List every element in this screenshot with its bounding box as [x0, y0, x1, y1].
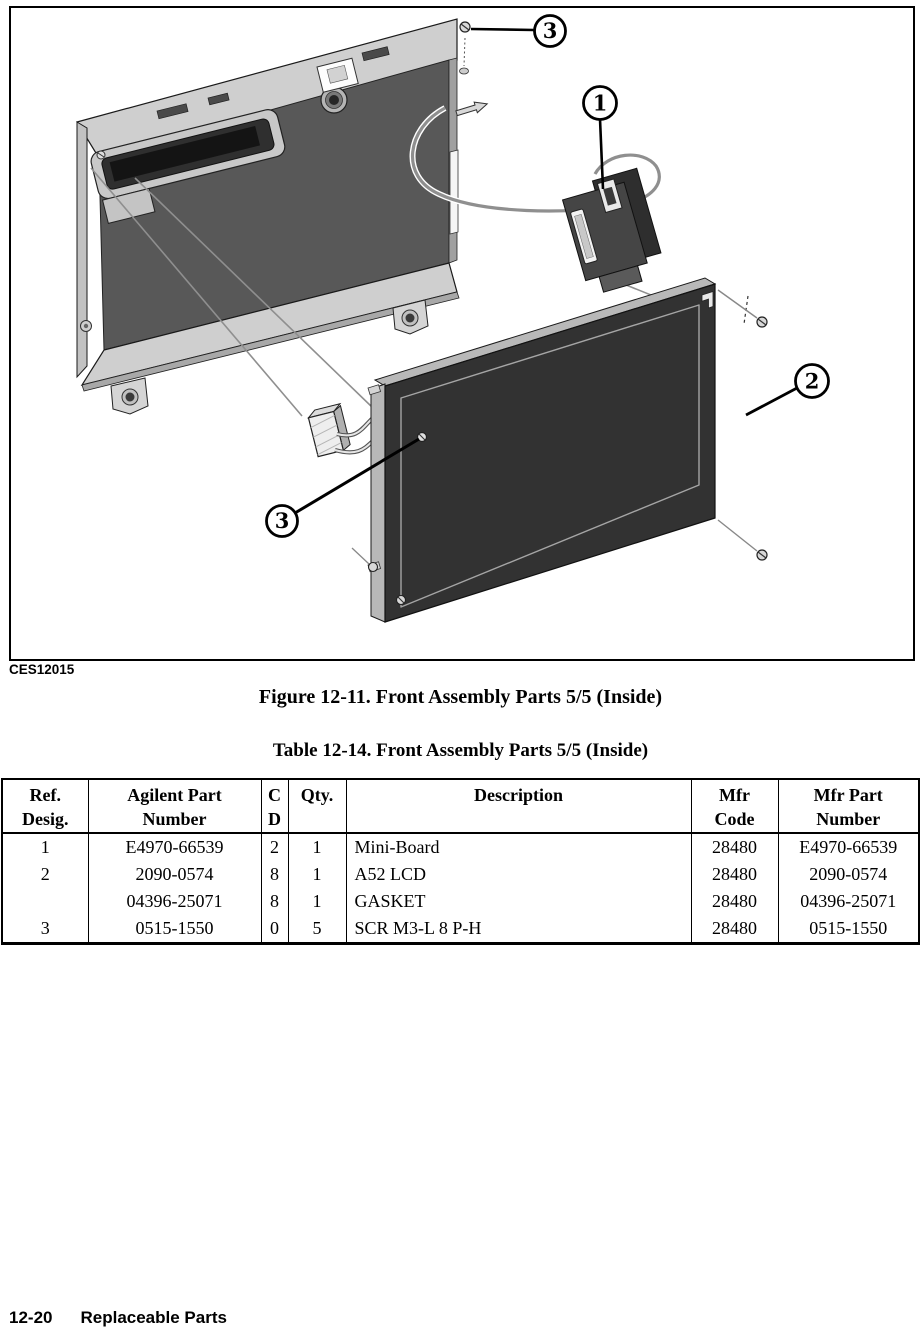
cell-part: 2090-0574: [88, 861, 261, 888]
cell-mfr-code: 28480: [691, 833, 778, 861]
table-row: [2, 915, 919, 944]
cell-ref: 3: [40, 918, 50, 938]
cell-qty: 1: [288, 861, 346, 888]
table-row: [2, 833, 919, 861]
screw-lcd-bottom-left-b: [397, 596, 406, 605]
mounting-foot-left: [111, 378, 148, 414]
side-pin: [81, 321, 92, 332]
screw-lcd-top-right: [718, 290, 767, 327]
figure-caption: Figure 12-11. Front Assembly Parts 5/5 (Inside): [258, 686, 663, 708]
col-cd: C D: [261, 779, 288, 833]
screw-lcd-bottom-right: [718, 520, 767, 560]
col-agilent-part-number: Agilent Part Number: [88, 779, 261, 833]
figure-12-11-box: [9, 6, 915, 661]
connector-block: [307, 404, 351, 457]
cell-part: 0515-1550: [88, 915, 261, 944]
col-mfr-part-number: Mfr Part Number: [778, 779, 919, 833]
cell-description: A52 LCD: [346, 861, 691, 888]
cell-cd: 2: [261, 833, 288, 861]
col-description: Description: [346, 779, 691, 833]
cell-mfr-part: 2090-0574: [778, 861, 919, 888]
cell-mfr-code: 28480: [691, 888, 778, 915]
callout-3-top: [535, 16, 566, 47]
cell-qty: 1: [288, 888, 346, 915]
parts-table: [1, 778, 920, 945]
cell-cd: 0: [261, 915, 288, 944]
cell-qty: 1: [288, 833, 346, 861]
table-row: [2, 888, 919, 915]
svg-text:3: 3: [274, 508, 290, 533]
cell-part: 04396-25071: [88, 888, 261, 915]
callout-2: [796, 365, 829, 398]
svg-text:3: 3: [542, 18, 558, 43]
cell-mfr-part: 0515-1550: [778, 915, 919, 944]
cell-description: GASKET: [346, 888, 691, 915]
callout-3-bottom: [267, 506, 298, 537]
cell-cd: 8: [261, 888, 288, 915]
lcd-panel: [368, 278, 748, 622]
cell-ref: [2, 888, 88, 915]
cell-description: SCR M3-L 8 P-H: [346, 915, 691, 944]
table-row: [2, 861, 919, 888]
footer-page-number: 12-20: [9, 1308, 53, 1327]
col-ref-desig: Ref. Desig.: [2, 779, 88, 833]
screw-top-frame: [460, 22, 471, 74]
frame-screw-small: [97, 151, 105, 159]
cell-cd: 8: [261, 861, 288, 888]
cell-mfr-part: E4970-66539: [778, 833, 919, 861]
callout-1: [584, 87, 617, 120]
figure-image-label: CES12015: [9, 662, 75, 677]
mini-board: [560, 168, 667, 296]
header-row: [2, 779, 919, 833]
cell-qty: 5: [288, 915, 346, 944]
footer-section-title: Replaceable Parts: [80, 1308, 227, 1327]
front-panel-frame: [77, 19, 459, 414]
cell-mfr-part: 04396-25071: [778, 888, 919, 915]
cell-mfr-code: 28480: [691, 915, 778, 944]
exploded-view-diagram: [11, 8, 913, 659]
direction-arrow: [455, 99, 489, 119]
col-mfr-code: Mfr Code: [691, 779, 778, 833]
svg-text:1: 1: [592, 90, 608, 116]
cell-ref: 1: [40, 837, 50, 857]
col-qty: Qty.: [288, 779, 346, 833]
table-caption: Table 12-14. Front Assembly Parts 5/5 (Inside): [272, 740, 649, 761]
cell-ref: 2: [40, 864, 50, 884]
cell-part: E4970-66539: [88, 833, 261, 861]
page-footer: [9, 1308, 227, 1328]
svg-text:2: 2: [804, 368, 820, 394]
cell-description: Mini-Board: [346, 833, 691, 861]
cell-mfr-code: 28480: [691, 861, 778, 888]
